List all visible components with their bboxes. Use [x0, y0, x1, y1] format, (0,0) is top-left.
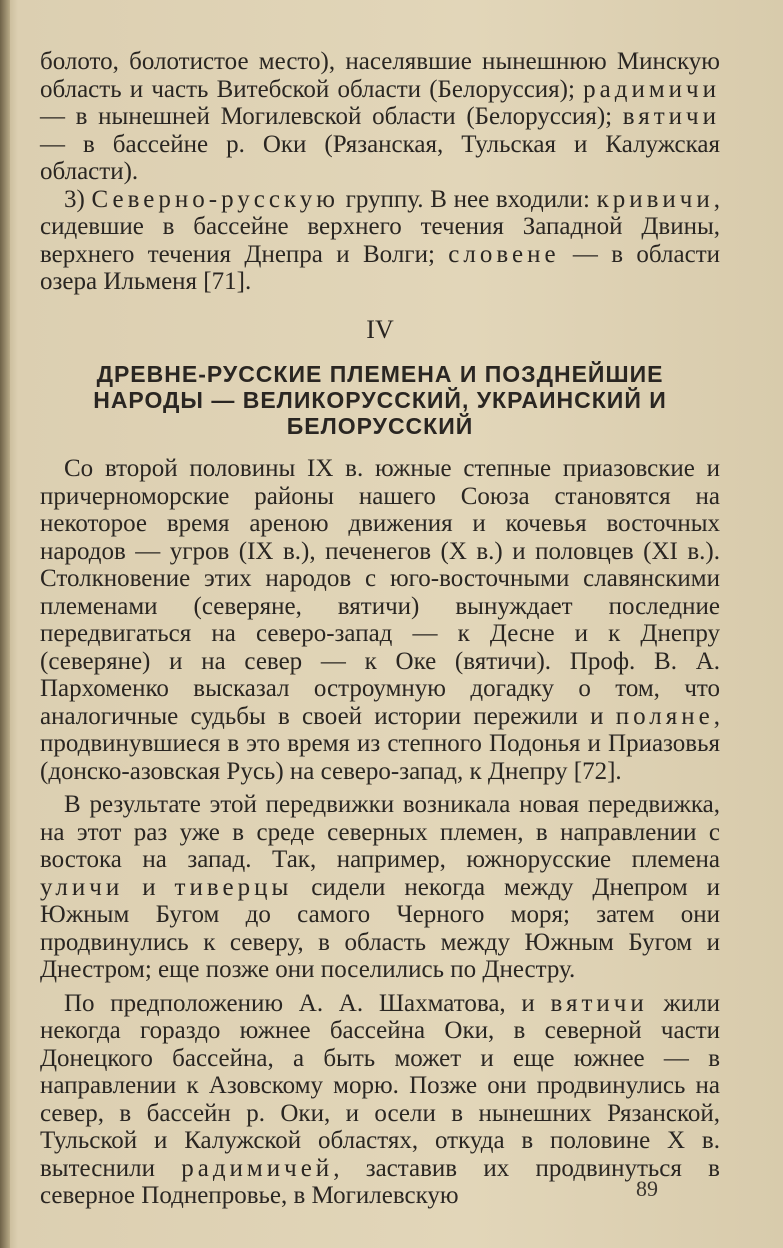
section-number: IV — [366, 314, 394, 344]
spaced-term: вятичи — [622, 103, 720, 130]
spaced-term: тиверцы — [174, 873, 293, 901]
spaced-term: поляне — [615, 702, 714, 730]
paragraph: 3) Северно-русскую группу. В нее входили: кривичи, сидевшие в бассейне верхнего течения Западной Двины, верхнего течения Днепра и Волги; словене — в области озера Ильменя [71]. — [40, 185, 721, 295]
page-number: 89 — [636, 1176, 658, 1201]
spaced-term: радимичей — [181, 1154, 334, 1182]
book-spine-shadow — [0, 0, 10, 1248]
section-title: ДРЕВНЕ-РУССКИЕ ПЛЕМЕНА И ПОЗДНЕЙШИЕ НАРОДЫ — ВЕЛИКОРУССКИЙ, УКРАИНСКИЙ И БЕЛОРУССКИЙ — [93, 361, 667, 439]
spaced-term: уличи — [40, 873, 124, 901]
paragraph: Со второй половины IX в. южные степные приазовские и причерноморские районы нашего Союза становятся на некоторое время ареною движения и кочевья восточных народов — угров (IX в.), печенегов (X в.) и половцев (XI в.). Столкновение этих народов с юго-восточными славянскими племенами (северяне, вятичи) вынуждает последние передвигаться на северо-запад — к Десне и к Днепру (северяне) и на север — к Оке (вятичи). Проф. В. А. Пархоменко высказал остроумную догадку о том, что аналогичные судьбы в своей истории пережили и поляне, продвинувшиеся в это время из степного Подонья и Приазовья (донско-азовская Русь) на северо-запад, к Днепру [72]. — [40, 455, 720, 785]
paragraph: В результате этой передвижки возникала новая передвижка, на этот раз уже в среде северных племен, в направлении с востока на запад. Так, например, южнорусские племена уличи и тиверцы сидели некогда между Днепром и Южным Бугом до самого Черного моря; затем они продвинулись к северу, в область между Южным Бугом и Днестром; еще позже они поселились по Днестру. — [40, 791, 720, 983]
paragraph: болото, болотистое место), населявшие нынешнюю Минскую область и часть Витебской области (Белоруссия); радимичи— в нынешней Могилевской области (Белоруссия); вятичи — в бассейне р. Оки (Рязанская, Тульская и Калужская области). — [40, 48, 720, 185]
spaced-term: Северно-русскую — [91, 185, 339, 213]
spaced-term: радимичи — [583, 75, 720, 103]
spaced-term: кривичи — [596, 185, 714, 213]
page-text — [40, 48, 720, 1210]
spaced-term: словене — [448, 240, 560, 268]
paragraph: По предположению А. А. Шахматова, и вятичи жили некогда гораздо южнее бассейна Оки, в северной части Донецкого бассейна, а быть может и еще южнее — в направлении к Азовскому морю. Позже они продвинулись на север, в бассейн р. Оки, и осели в нынешних Рязанской, Тульской и Калужской областях, откуда в половине X в. вытеснили радимичей, заставив их продвинуться в северное Поднепровье, в Могилевскую — [40, 989, 720, 1209]
spaced-term: вятичи — [550, 989, 648, 1017]
